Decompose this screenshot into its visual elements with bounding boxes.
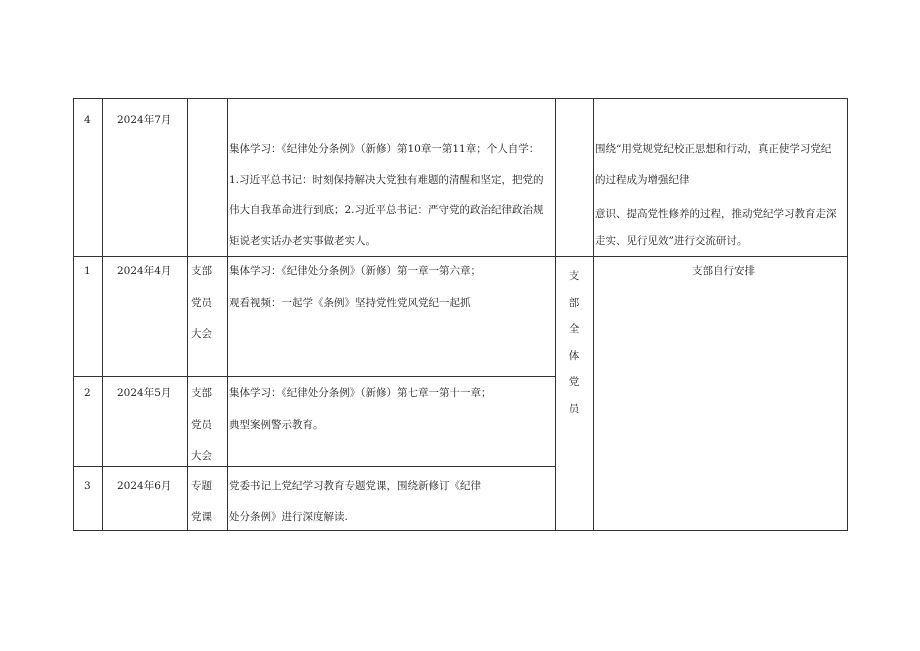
row-content-line: 党委书记上党纪学习教育专题党课，围绕新修订《纪律 [229,480,481,492]
row-date: 2024年4月 [117,265,172,277]
row-number: 3 [84,480,91,492]
table-border-top [73,98,848,99]
meeting-type-line: 支部 [191,265,212,277]
row-date: 2024年6月 [117,480,172,492]
row-content-line: 集体学习：《纪律处分条例》（新修）第10章一第11章；个人自学： [229,143,540,155]
meeting-type-line: 支部 [191,387,212,399]
row-number: 1 [84,265,91,277]
row-note-line: 意识、提高党性修养的过程，推动党纪学习教育走深 [595,208,837,220]
column-divider [227,98,228,531]
table-border-left [73,98,74,531]
column-divider [555,98,556,531]
row-content-line: 集体学习：《纪律处分条例》（新修）第七章一第十一章； [229,387,492,399]
column-divider [593,98,594,531]
row-content-line: 伟大自我革命进行到底；2.习近平总书记：严守党的政治纪律政治规 [229,204,544,216]
arrangement-label: 支部自行安排 [692,265,755,277]
row-number: 4 [84,114,91,126]
row-content-line: 典型案例警示教育。 [229,419,324,431]
column-divider [187,98,188,531]
meeting-type-line: 党员 [191,419,212,431]
row-divider [73,256,848,257]
row-note-line: 的过程成为增强纪律 [595,174,690,186]
row-content-line: 处分条例》进行深度解读. [229,511,348,523]
meeting-type-line: 大会 [191,328,212,340]
row-date: 2024年7月 [117,114,172,126]
row-note-line: 走实、见行见效”进行交流研讨。 [595,235,748,247]
meeting-type-line: 党员 [191,297,212,309]
row-content-line: 观看视频：一起学《条例》坚持党性党风党纪一起抓 [229,297,471,309]
row-divider [73,466,555,467]
row-note-line: 围绕“用党规党纪校正思想和行动，真正使学习党纪 [595,143,832,155]
row-content-line: 1.习近平总书记：时刻保持解决大党独有难题的清醒和坚定，把党的 [229,174,544,186]
table-border-right [847,98,848,531]
row-number: 2 [84,387,91,399]
row-divider [73,376,555,377]
meeting-type-line: 专题 [191,480,212,492]
row-content-line: 矩说老实话办老实事做老实人。 [229,235,376,247]
participants-label: 支部全体党员 [568,270,580,415]
row-date: 2024年5月 [117,387,172,399]
table-border-bottom [73,530,848,531]
row-content-line: 集体学习：《纪律处分条例》（新修）第一章一第六章； [229,265,481,277]
meeting-type-line: 党课 [191,511,212,523]
column-divider [102,98,103,531]
meeting-type-line: 大会 [191,450,212,462]
